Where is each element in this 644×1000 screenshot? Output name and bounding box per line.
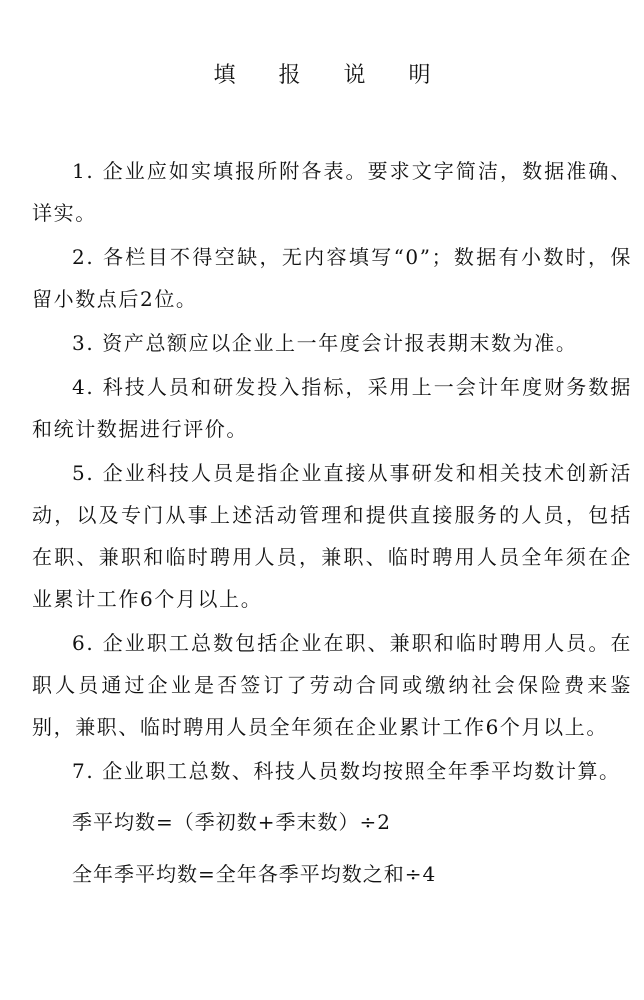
instruction-paragraph-6: 6. 企业职工总数包括企业在职、兼职和临时聘用人员。在职人员通过企业是否签订了劳动合同或缴纳社会保险费来鉴别，兼职、临时聘用人员全年须在企业累计工作6个月以上。 xyxy=(32,631,632,739)
instruction-paragraph-2: 2. 各栏目不得空缺，无内容填写“0”；数据有小数时，保留小数点后2位。 xyxy=(32,245,632,311)
instruction-paragraph-7: 7. 企业职工总数、科技人员数均按照全年季平均数计算。 xyxy=(72,759,621,783)
formula-quarter-average: 季平均数=（季初数+季末数）÷2 xyxy=(72,810,391,834)
instructions-body xyxy=(32,150,632,896)
instruction-paragraph-3: 3. 资产总额应以企业上一年度会计报表期末数为准。 xyxy=(72,331,578,355)
instruction-paragraph-5: 5. 企业科技人员是指企业直接从事研发和相关技术创新活动，以及专门从事上述活动管理和提供直接服务的人员，包括在职、兼职和临时聘用人员，兼职、临时聘用人员全年须在企业累计工作6个月以上。 xyxy=(32,461,632,611)
instruction-paragraph-1: 1. 企业应如实填报所附各表。要求文字简洁，数据准确、详实。 xyxy=(32,159,632,225)
formula-annual-quarter-average: 全年季平均数=全年各季平均数之和÷4 xyxy=(72,862,437,886)
page-title: 填 报 说 明 xyxy=(213,63,449,88)
instruction-paragraph-4: 4. 科技人员和研发投入指标，采用上一会计年度财务数据和统计数据进行评价。 xyxy=(32,375,632,441)
